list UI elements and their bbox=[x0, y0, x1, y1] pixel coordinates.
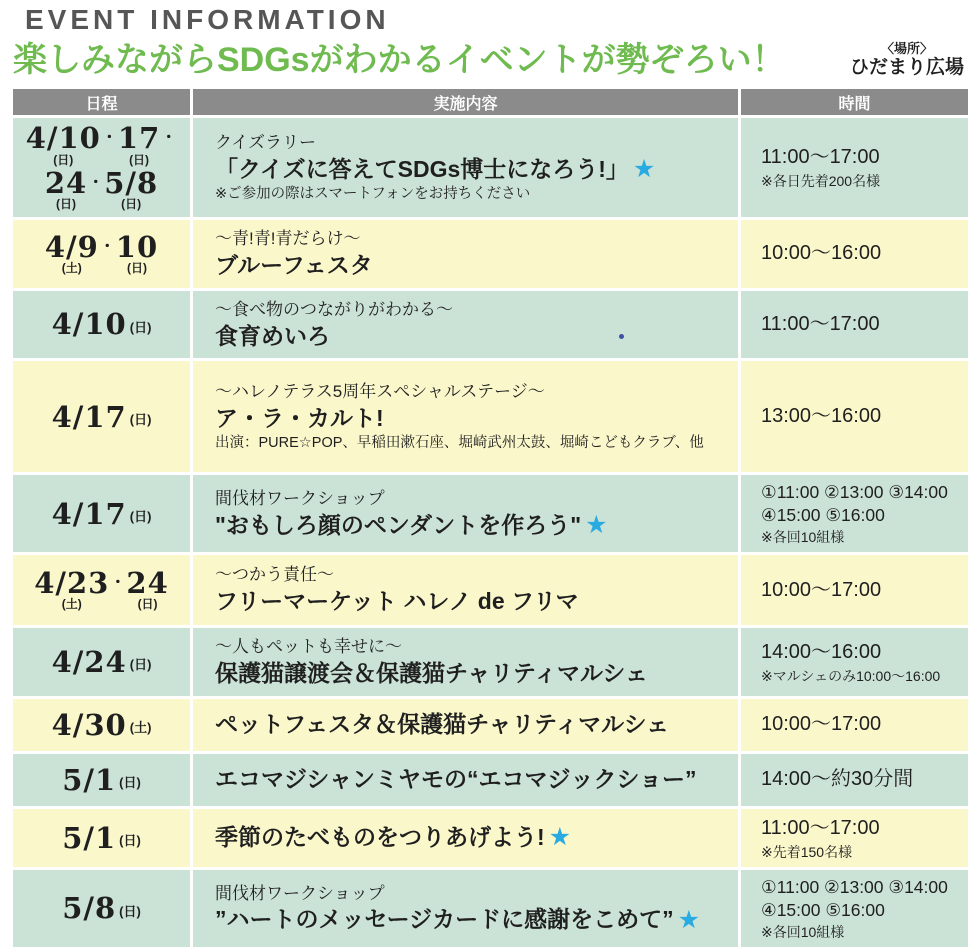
event-note: 出演：PURE☆POP、早稲田漱石座、堀崎武州太鼓、堀崎こどもクラブ、他 bbox=[215, 435, 704, 452]
time-note: ※マルシェのみ10:00～16:00 bbox=[761, 667, 941, 684]
date-number: 4/24 bbox=[51, 644, 127, 679]
time-cell bbox=[741, 699, 968, 751]
date-cell bbox=[13, 475, 190, 552]
star-icon: ★ bbox=[632, 155, 656, 184]
date-day: (日) bbox=[119, 775, 141, 791]
date-group bbox=[51, 399, 152, 434]
event-title-line bbox=[215, 511, 608, 541]
time-cell bbox=[741, 291, 968, 359]
date-group bbox=[62, 820, 141, 855]
date-day: (日) bbox=[129, 509, 152, 525]
date-cell bbox=[13, 628, 190, 696]
content-cell bbox=[193, 220, 738, 288]
date-separator: ・ bbox=[161, 129, 177, 147]
time-cell bbox=[741, 870, 968, 947]
date-number: 17 bbox=[117, 121, 161, 156]
date-group bbox=[26, 123, 101, 167]
date-day: (日) bbox=[126, 261, 147, 276]
date-separator: ・ bbox=[88, 173, 104, 191]
event-title: ペットフェスタ＆保護猫チャリティマルシェ bbox=[215, 710, 670, 737]
date-cell bbox=[13, 361, 190, 472]
date-day: (日) bbox=[56, 197, 76, 212]
time-cell bbox=[741, 628, 968, 696]
event-title-line bbox=[215, 823, 571, 853]
decorative-dot bbox=[619, 334, 624, 339]
time-value: 11:00～17:00 bbox=[761, 146, 880, 169]
date-number: 4/17 bbox=[51, 399, 127, 434]
content-cell bbox=[193, 870, 738, 947]
event-title-line bbox=[215, 765, 697, 795]
event-lead: 間伐材ワークショップ bbox=[215, 488, 385, 508]
date-group bbox=[62, 891, 141, 926]
event-title: ア・ラ・カルト! bbox=[215, 405, 384, 432]
event-information-flyer bbox=[0, 4, 970, 940]
date-group bbox=[51, 496, 152, 531]
time-value: ④15:00 ⑤16:00 bbox=[761, 505, 885, 526]
date-day: (日) bbox=[53, 152, 74, 167]
date-number: 10 bbox=[115, 229, 159, 264]
event-lead: ～つかう責任～ bbox=[215, 565, 334, 585]
date-cell bbox=[13, 220, 190, 288]
date-group bbox=[51, 707, 152, 742]
date-group bbox=[51, 644, 152, 679]
date-day: (日) bbox=[137, 597, 158, 612]
event-title: 保護猫譲渡会＆保護猫チャリティマルシェ bbox=[215, 659, 648, 686]
column-header-time: 時間 bbox=[741, 89, 968, 115]
time-value: ④15:00 ⑤16:00 bbox=[761, 899, 885, 920]
content-cell bbox=[193, 628, 738, 696]
time-value: 10:00～16:00 bbox=[761, 242, 882, 265]
event-lead: ～青!青!青だらけ～ bbox=[215, 229, 361, 249]
date-group bbox=[118, 123, 160, 167]
event-title-line bbox=[215, 155, 655, 185]
place-name: ひだまり広場 bbox=[849, 57, 964, 79]
place-block bbox=[850, 42, 966, 79]
date-line bbox=[44, 229, 159, 276]
date-number: 4/17 bbox=[51, 496, 127, 531]
time-cell bbox=[741, 555, 968, 625]
time-value: 14:00～約30分間 bbox=[761, 768, 914, 791]
event-title: フリーマーケット ハレノ de フリマ bbox=[215, 588, 579, 615]
date-group bbox=[44, 229, 99, 276]
time-note: ※各日先着200名様 bbox=[761, 173, 881, 190]
time-value: 10:00～17:00 bbox=[761, 578, 882, 601]
time-cell bbox=[741, 809, 968, 867]
event-title: "おもしろ顔のペンダントを作ろう" bbox=[215, 511, 582, 538]
date-line bbox=[34, 568, 169, 612]
date-day: (日) bbox=[129, 657, 152, 673]
page-title: 楽しみながらSDGsがわかるイベントが勢ぞろい！ bbox=[13, 41, 786, 79]
date-separator: ・ bbox=[110, 574, 126, 592]
event-lead: ～人もペットも幸せに～ bbox=[215, 637, 402, 657]
date-day: (日) bbox=[119, 833, 141, 849]
event-title-line bbox=[215, 905, 700, 935]
date-cell bbox=[13, 555, 190, 625]
event-title: 食育めいろ bbox=[215, 322, 330, 349]
time-value: 14:00～16:00 bbox=[761, 640, 882, 663]
event-title: エコマジシャンミヤモの“エコマジックショー” bbox=[215, 765, 697, 792]
date-group bbox=[34, 568, 109, 612]
date-number: 24 bbox=[44, 165, 88, 200]
date-number: 4/10 bbox=[25, 121, 101, 156]
date-number: 4/23 bbox=[34, 566, 110, 601]
event-title: 「クイズに答えてSDGs博士になろう!」 bbox=[215, 155, 629, 182]
time-cell bbox=[741, 220, 968, 288]
place-label: 〈場所〉 bbox=[880, 41, 933, 57]
time-note: ※各回10組様 bbox=[761, 528, 845, 545]
event-lead: ～ハレノテラス5周年スペシャルステージ～ bbox=[215, 382, 545, 402]
date-number: 5/1 bbox=[62, 762, 117, 797]
date-group bbox=[44, 165, 88, 212]
time-cell bbox=[741, 754, 968, 806]
event-title: ブルーフェスタ bbox=[215, 251, 373, 278]
event-title-line bbox=[215, 322, 330, 352]
star-icon: ★ bbox=[677, 905, 701, 934]
content-cell bbox=[193, 754, 738, 806]
star-icon: ★ bbox=[585, 511, 608, 540]
date-day: (日) bbox=[129, 152, 150, 167]
date-separator: ・ bbox=[101, 129, 117, 147]
event-lead: ～食べ物のつながりがわかる～ bbox=[215, 299, 453, 319]
time-value: ①11:00 ②13:00 ③14:00 bbox=[761, 482, 948, 503]
event-title-line bbox=[215, 251, 373, 281]
date-number: 4/10 bbox=[51, 307, 127, 342]
event-lead: クイズラリー bbox=[215, 132, 316, 152]
event-title-line bbox=[215, 587, 579, 617]
date-day: (日) bbox=[121, 197, 142, 212]
date-day: (土) bbox=[61, 261, 82, 276]
event-title-line bbox=[215, 404, 384, 434]
date-number: 4/9 bbox=[44, 229, 99, 264]
time-value: ①11:00 ②13:00 ③14:00 bbox=[761, 877, 948, 898]
date-day: (土) bbox=[129, 720, 152, 736]
column-header-date: 日程 bbox=[13, 89, 190, 115]
date-cell bbox=[13, 291, 190, 359]
time-value: 11:00～17:00 bbox=[761, 313, 880, 336]
content-cell bbox=[193, 555, 738, 625]
column-header-content: 実施内容 bbox=[193, 89, 738, 115]
time-value: 10:00～17:00 bbox=[761, 713, 882, 736]
date-group bbox=[62, 762, 141, 797]
date-cell bbox=[13, 809, 190, 867]
date-day: (日) bbox=[129, 319, 152, 335]
date-cell bbox=[13, 870, 190, 947]
title-row bbox=[13, 41, 966, 79]
event-table bbox=[13, 89, 968, 947]
date-line bbox=[26, 123, 178, 167]
date-group bbox=[126, 568, 168, 612]
date-group bbox=[51, 307, 152, 342]
content-cell bbox=[193, 361, 738, 472]
event-title-line bbox=[215, 659, 648, 689]
date-number: 5/8 bbox=[104, 165, 159, 200]
date-group bbox=[115, 229, 159, 276]
date-day: (日) bbox=[119, 903, 141, 919]
date-day: (日) bbox=[129, 412, 152, 428]
content-cell bbox=[193, 699, 738, 751]
date-group bbox=[104, 165, 159, 212]
event-title-line bbox=[215, 710, 669, 740]
date-cell bbox=[13, 699, 190, 751]
date-separator: ・ bbox=[99, 237, 115, 255]
content-cell bbox=[193, 118, 738, 217]
content-cell bbox=[193, 809, 738, 867]
time-cell bbox=[741, 361, 968, 472]
date-cell bbox=[13, 754, 190, 806]
date-line bbox=[44, 165, 159, 212]
event-lead: 間伐材ワークショップ bbox=[215, 883, 385, 903]
date-number: 24 bbox=[126, 566, 169, 601]
date-number: 4/30 bbox=[51, 707, 127, 742]
page-kicker: EVENT INFORMATION bbox=[25, 4, 390, 35]
event-title: ”ハートのメッセージカードに感謝をこめて” bbox=[215, 906, 674, 933]
time-value: 11:00～17:00 bbox=[761, 816, 880, 839]
time-cell bbox=[741, 118, 968, 217]
time-note: ※先着150名様 bbox=[761, 843, 853, 860]
date-day: (土) bbox=[61, 597, 82, 612]
date-number: 5/1 bbox=[62, 820, 117, 855]
content-cell bbox=[193, 475, 738, 552]
time-cell bbox=[741, 475, 968, 552]
event-title: 季節のたべものをつりあげよう! bbox=[215, 823, 545, 850]
star-icon: ★ bbox=[548, 823, 572, 852]
time-note: ※各回10組様 bbox=[761, 923, 845, 940]
time-value: 13:00～16:00 bbox=[761, 405, 882, 428]
date-cell bbox=[13, 118, 190, 217]
event-note: ※ご参加の際はスマートフォンをお持ちください bbox=[215, 185, 531, 202]
date-number: 5/8 bbox=[62, 891, 117, 926]
content-cell bbox=[193, 291, 738, 359]
